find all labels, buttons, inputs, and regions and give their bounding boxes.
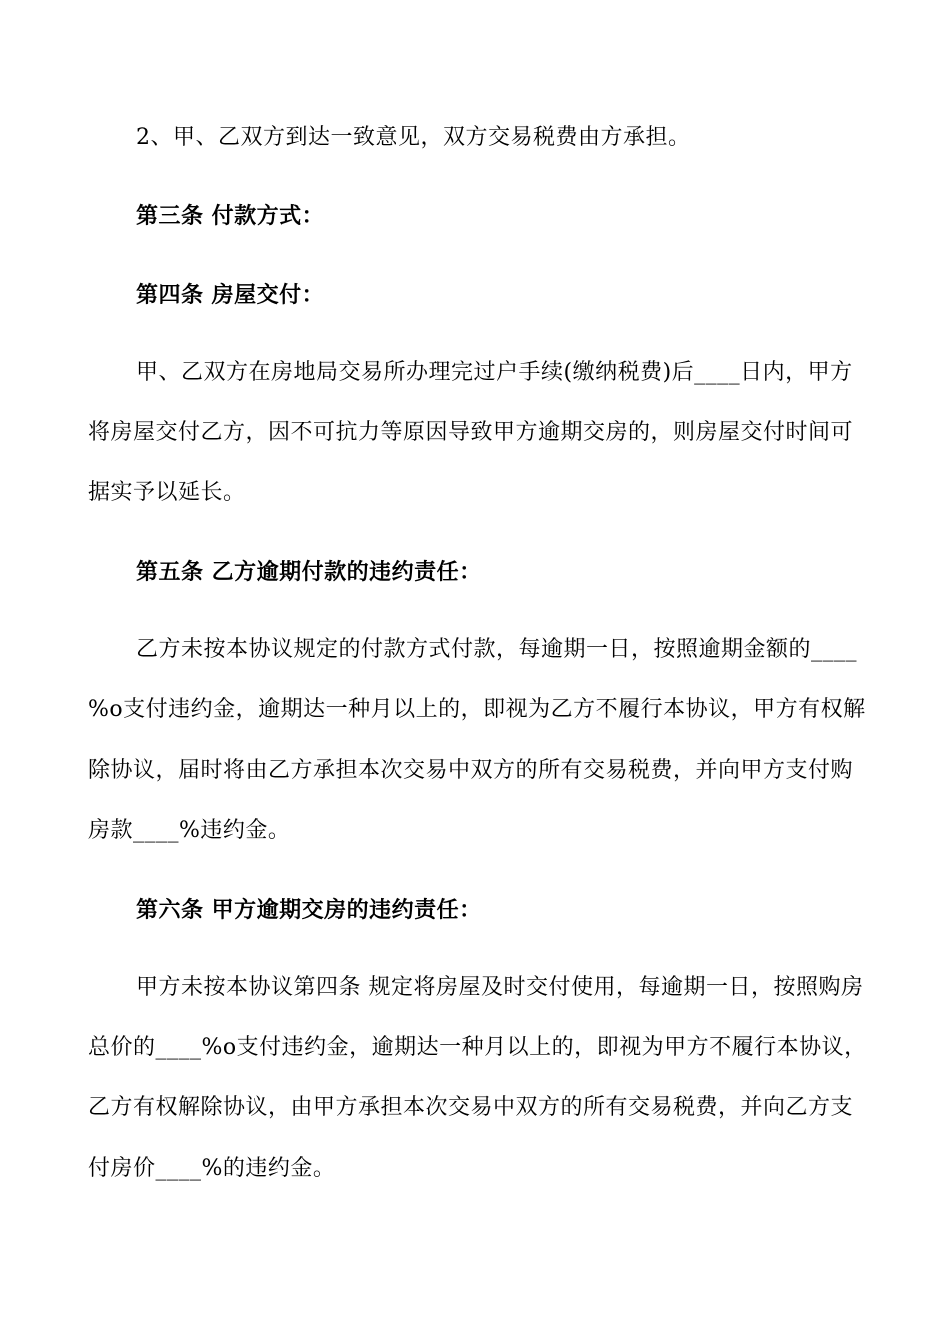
article-5-body-line: 乙方未按本协议规定的付款方式付款，每逾期一日，按照逾期金额的____ xyxy=(136,637,858,662)
article-6-body-line: 乙方有权解除协议，由甲方承担本次交易中双方的所有交易税费，并向乙方支 xyxy=(88,1095,854,1120)
article-6-heading: 第六条 甲方逾期交房的违约责任： xyxy=(136,897,482,923)
article-5-body-line: %o支付违约金，逾期达一种月以上的，即视为乙方不履行本协议，甲方有权解 xyxy=(88,697,866,722)
article-4-heading: 第四条 房屋交付： xyxy=(136,282,325,308)
article-6-body-line: 总价的____%o支付违约金，逾期达一种月以上的，即视为甲方不履行本协议， xyxy=(88,1035,867,1060)
article-4-body-line: 据实予以延长。 xyxy=(88,480,246,505)
article-4-body-line: 甲、乙双方在房地局交易所办理完过户手续(缴纳税费)后____日内，甲方 xyxy=(136,360,853,385)
article-5-body-line: 房款____%违约金。 xyxy=(88,818,291,843)
paragraph-tax-agreement: 2、甲、乙双方到达一致意见，双方交易税费由方承担。 xyxy=(136,125,691,150)
article-5-body-line: 除协议，届时将由乙方承担本次交易中双方的所有交易税费，并向甲方支付购 xyxy=(88,758,854,783)
article-4-body-line: 将房屋交付乙方，因不可抗力等原因导致甲方逾期交房的，则房屋交付时间可 xyxy=(88,420,854,445)
article-5-heading: 第五条 乙方逾期付款的违约责任： xyxy=(136,559,482,585)
article-6-body-line: 甲方未按本协议第四条 规定将房屋及时交付使用，每逾期一日，按照购房 xyxy=(136,975,864,1000)
article-6-body-line: 付房价____%的违约金。 xyxy=(88,1156,336,1181)
article-3-heading: 第三条 付款方式： xyxy=(136,203,325,229)
